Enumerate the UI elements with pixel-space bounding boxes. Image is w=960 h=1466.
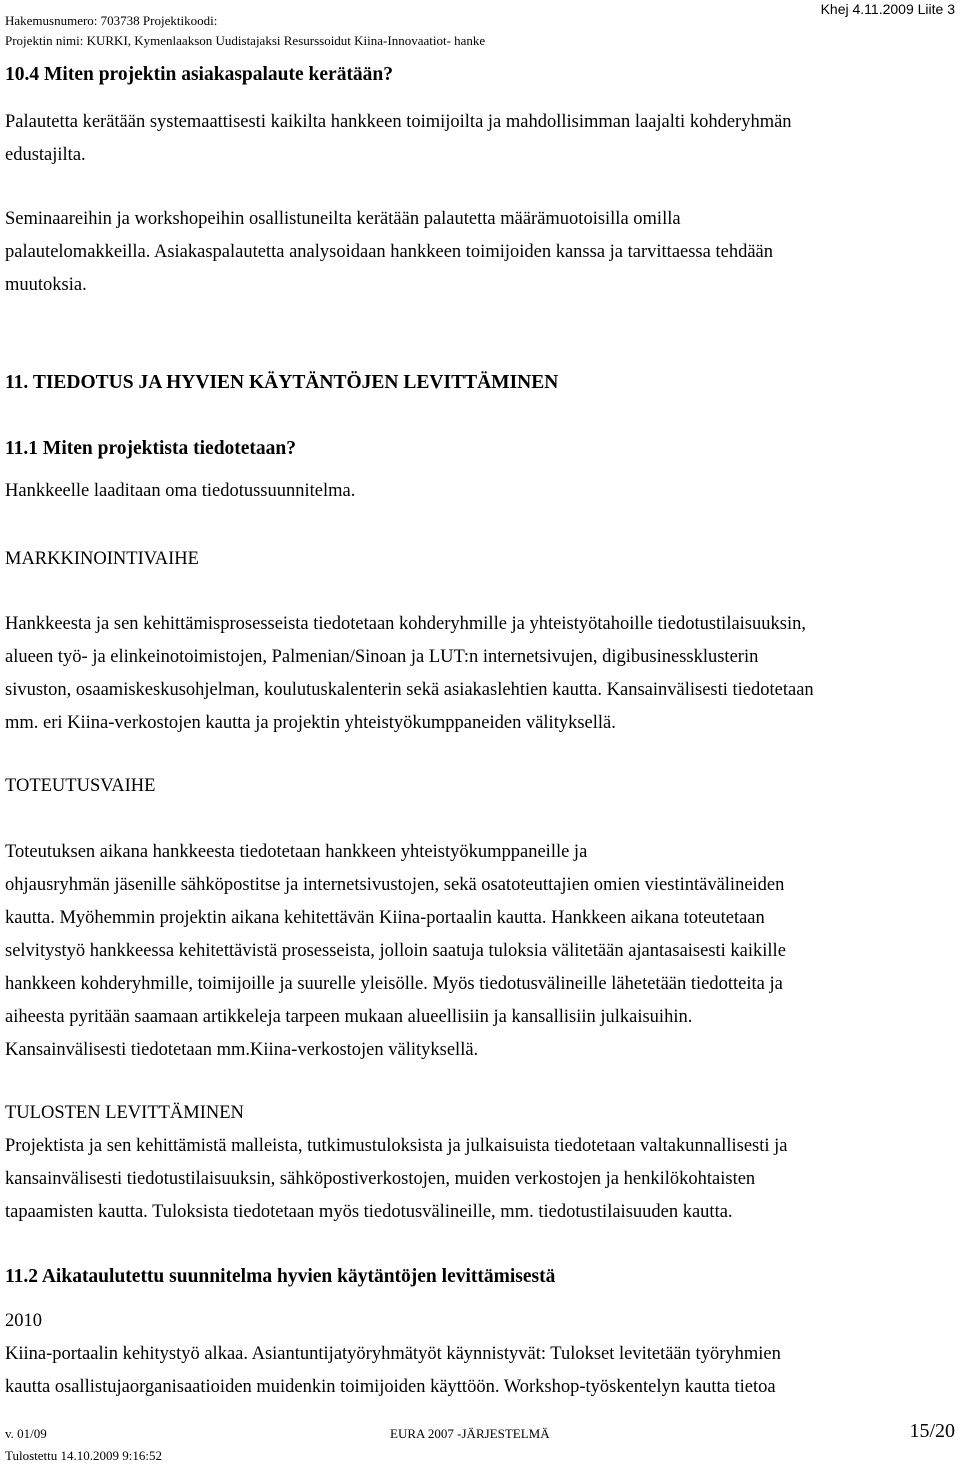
paragraph-line: Hankkeesta ja sen kehittämisprosesseista tiedotetaan kohderyhmille ja yhteistyötahoille tiedotustilaisuuksin, xyxy=(5,614,806,634)
header-project-name: Projektin nimi: KURKI, Kymenlaakson Uudistajaksi Resurssoidut Kiina-Innovaatiot- hanke xyxy=(5,33,486,48)
paragraph-line: aiheesta pyritään saamaan artikkeleja tarpeen mukaan alueellisiin ja kansallisiin julkaisuihin. xyxy=(5,1007,693,1027)
heading-11-1: 11.1 Miten projektista tiedotetaan? xyxy=(5,438,297,459)
paragraph-line: alueen työ- ja elinkeinotoimistojen, Palmenian/Sinoan ja LUT:n internetsivujen, digibusinessklusterin xyxy=(5,647,759,667)
paragraph-line: palautelomakkeilla. Asiakaspalautetta analysoidaan hankkeen toimijoiden kanssa ja tarvittaessa tehdään xyxy=(5,242,773,262)
tulosten-levittaminen-title: TULOSTEN LEVITTÄMINEN xyxy=(5,1103,244,1123)
paragraph-line: selvitystyö hankkeessa kehitettävistä prosesseista, jolloin saatuja tuloksia välitetään ajantasaisesti kaikille xyxy=(5,941,786,961)
paragraph-line: Palautetta kerätään systemaattisesti kaikilta hankkeen toimijoilta ja mahdollisimman laajalti kohderyhmän xyxy=(5,112,792,132)
paragraph-line: kansainvälisesti tiedotustilaisuuksin, sähköpostiverkostojen, muiden verkostojen ja henkilökohtaisten xyxy=(5,1169,756,1189)
year-label: 2010 xyxy=(5,1311,42,1331)
heading-10-4: 10.4 Miten projektin asiakaspalaute kerätään? xyxy=(5,64,394,85)
heading-11-2: 11.2 Aikataulutettu suunnitelma hyvien käytäntöjen levittämisestä xyxy=(5,1266,556,1287)
footer-version: v. 01/09 xyxy=(5,1426,47,1441)
paragraph-line: hankkeen kohderyhmille, toimijoille ja suurelle yleisölle. Myös tiedotusvälineille lähetetään tiedotteita ja xyxy=(5,974,783,994)
paragraph-line: kautta osallistujaorganisaatioiden muidenkin toimijoiden käyttöön. Workshop-työskentelyn kautta tietoa xyxy=(5,1377,776,1397)
paragraph-line: Toteutuksen aikana hankkeesta tiedotetaan hankkeen yhteistyökumppaneille ja xyxy=(5,842,588,862)
header-project-number: Hakemusnumero: 703738 Projektikoodi: xyxy=(5,13,218,28)
intro-text: Hankkeelle laaditaan oma tiedotussuunnitelma. xyxy=(5,481,356,501)
paragraph-line: sivuston, osaamiskeskusohjelman, koulutuskalenterin sekä asiakaslehtien kautta. Kansainvälisesti tiedotetaan xyxy=(5,680,814,700)
paragraph-line: Seminaareihin ja workshopeihin osallistuneilta kerätään palautetta määrämuotoisilla omilla xyxy=(5,209,681,229)
paragraph-line: kautta. Myöhemmin projektin aikana kehitettävän Kiina-portaalin kautta. Hankkeen aikana toteutetaan xyxy=(5,908,765,928)
markkinointivaihe-title: MARKKINOINTIVAIHE xyxy=(5,549,199,569)
heading-11: 11. TIEDOTUS JA HYVIEN KÄYTÄNTÖJEN LEVITTÄMINEN xyxy=(5,372,559,393)
paragraph-line: muutoksia. xyxy=(5,275,87,295)
paragraph-line: Kiina-portaalin kehitystyö alkaa. Asiantuntijatyöryhmätyöt käynnistyvät: Tulokset levitetään työryhmien xyxy=(5,1344,781,1364)
paragraph-line: ohjausryhmän jäsenille sähköpostitse ja internetsivustojen, sekä osatoteuttajien omien viestintävälineiden xyxy=(5,875,785,895)
footer-printed: Tulostettu 14.10.2009 9:16:52 xyxy=(5,1448,162,1463)
paragraph-line: tapaamisten kautta. Tuloksista tiedotetaan myös tiedotusvälineille, mm. tiedotustilaisuuden kautta. xyxy=(5,1202,733,1222)
toteutusvaihe-title: TOTEUTUSVAIHE xyxy=(5,776,156,796)
footer-system: EURA 2007 -JÄRJESTELMÄ xyxy=(390,1426,550,1441)
footer-page-number: 15/20 xyxy=(909,1420,955,1442)
paragraph-line: mm. eri Kiina-verkostojen kautta ja projektin yhteistyökumppaneiden välityksellä. xyxy=(5,713,616,733)
paragraph-line: edustajilta. xyxy=(5,145,86,165)
header-date-attachment: Khej 4.11.2009 Liite 3 xyxy=(820,1,955,17)
paragraph-line: Projektista ja sen kehittämistä malleista, tutkimustuloksista ja julkaisuista tiedotetaan valtakunnallisesti ja xyxy=(5,1136,788,1156)
paragraph-line: Kansainvälisesti tiedotetaan mm.Kiina-verkostojen välityksellä. xyxy=(5,1040,479,1060)
